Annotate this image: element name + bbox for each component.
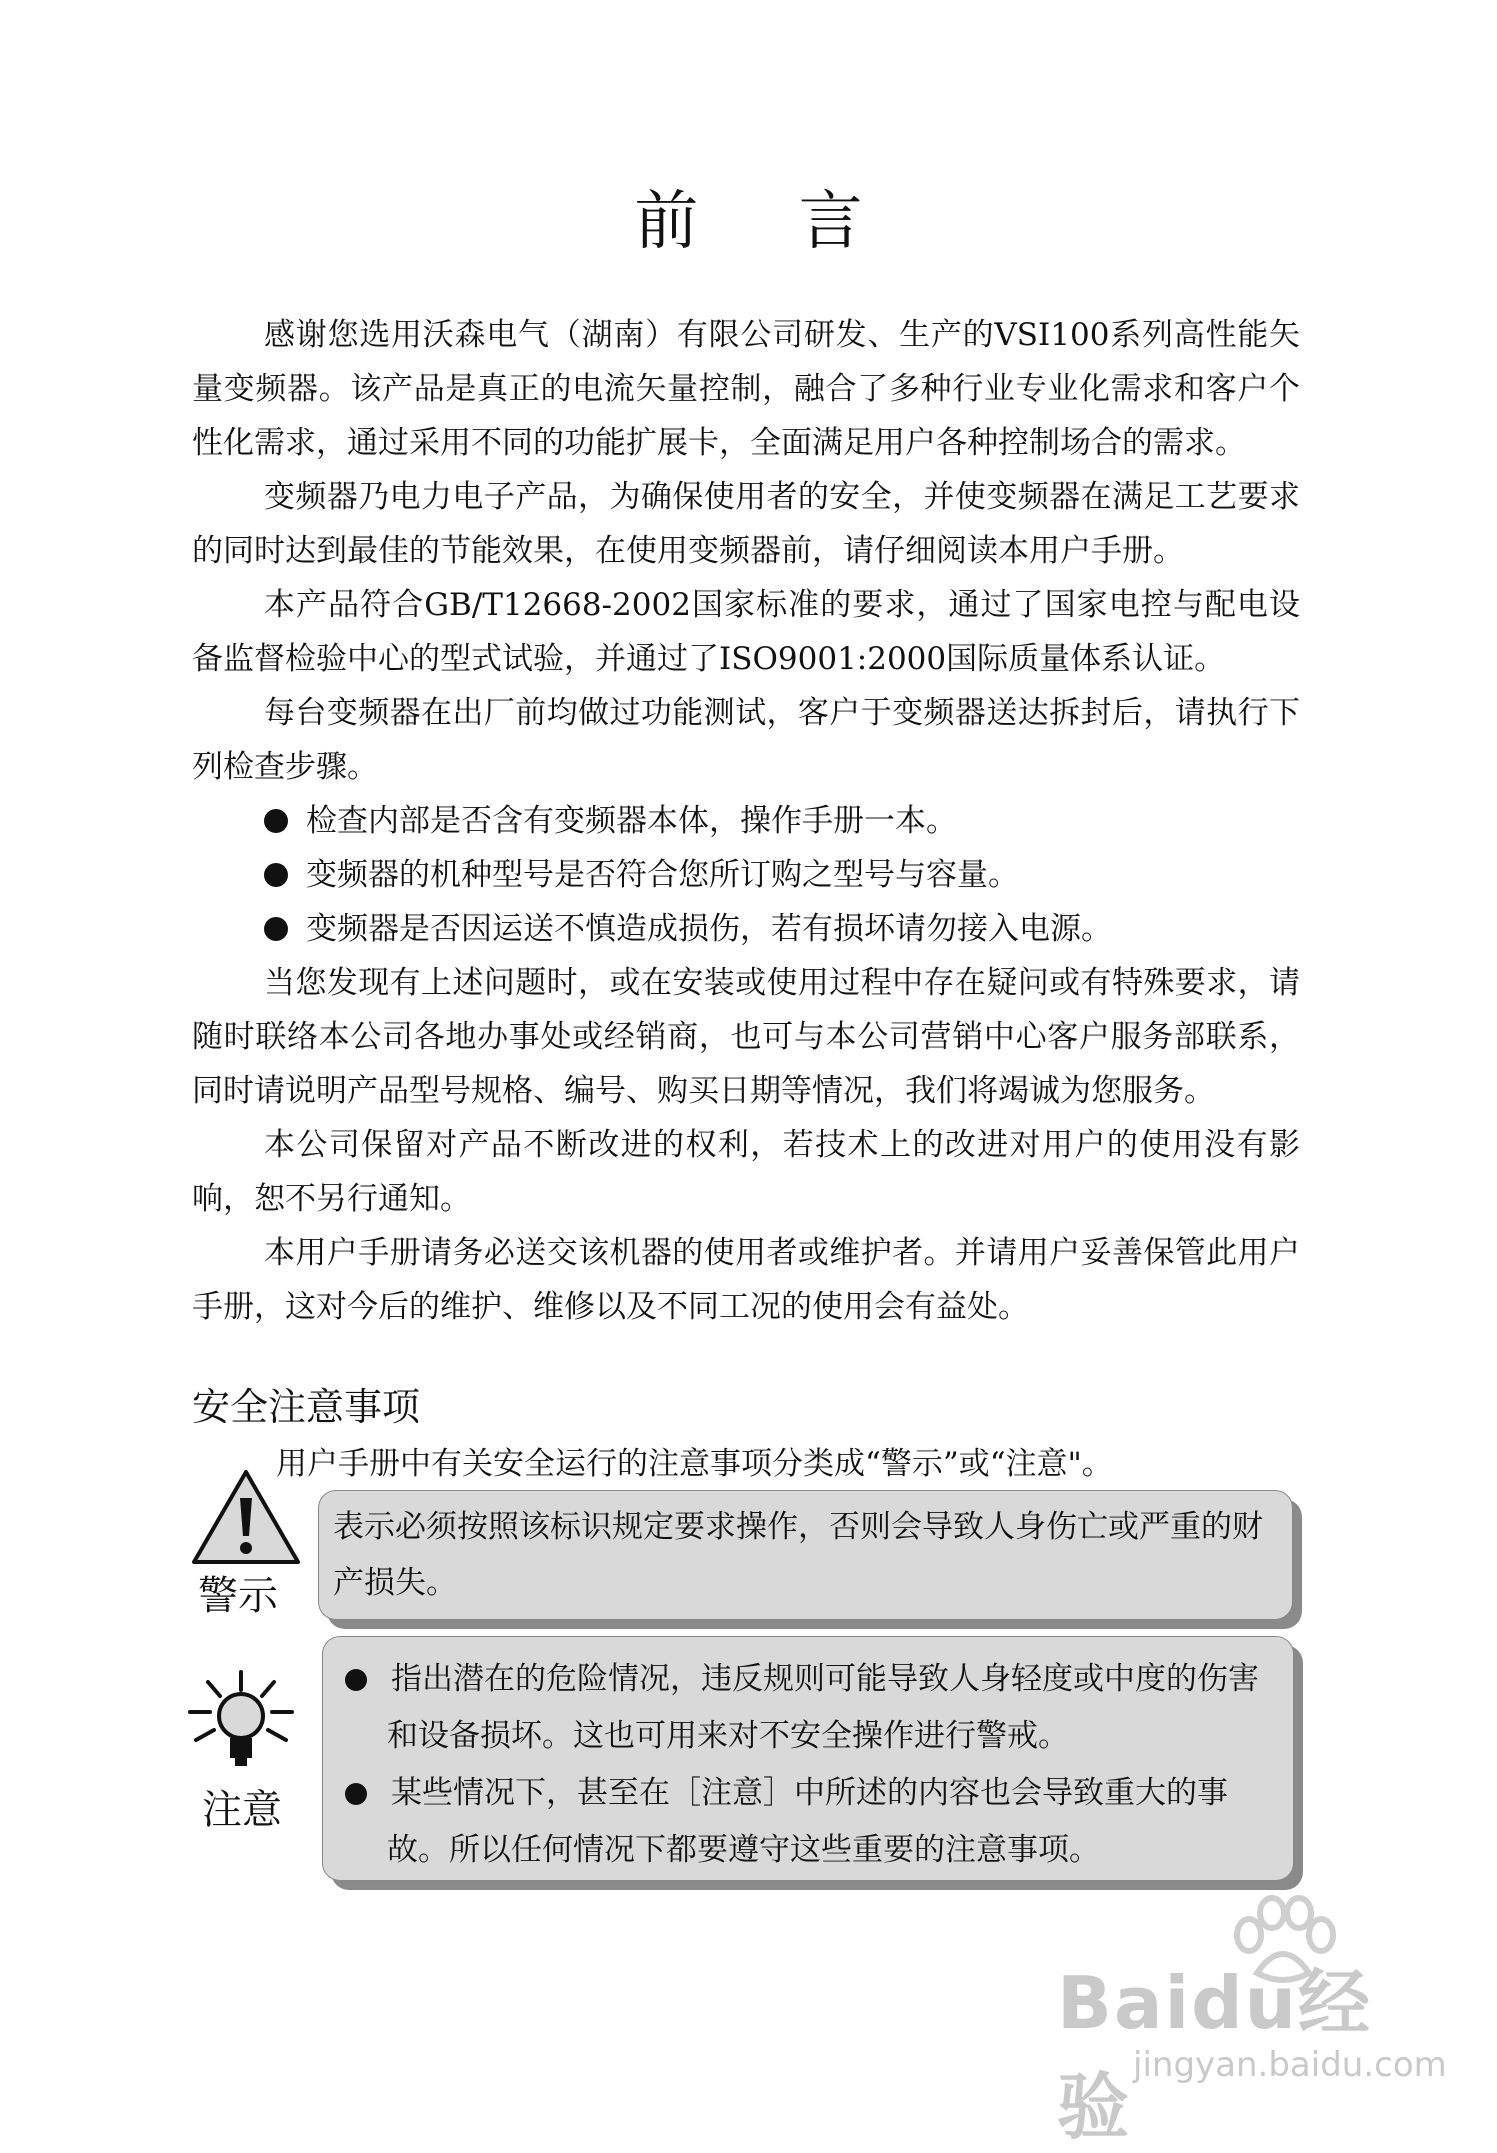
list-item-text: 检查内部是否含有变频器本体，操作手册一本。 bbox=[306, 803, 957, 839]
caution-label: 注意 bbox=[202, 1787, 282, 1833]
caution-item bbox=[337, 1765, 1279, 1879]
list-item-text: 变频器的机种型号是否符合您所订购之型号与容量。 bbox=[306, 857, 1019, 893]
warning-label: 警示 bbox=[198, 1573, 278, 1619]
warning-text: 表示必须按照该标识规定要求操作，否则会导致人身伤亡或严重的财产损失。 bbox=[333, 1509, 1263, 1601]
body-text bbox=[192, 308, 1300, 1334]
list-item-text: 变频器是否因运送不慎造成损伤，若有损坏请勿接入电源。 bbox=[306, 911, 1112, 947]
light-bulb-icon bbox=[186, 1668, 296, 1778]
bullet-icon bbox=[264, 809, 288, 833]
paragraph: 变频器乃电力电子产品，为确保使用者的安全，并使变频器在满足工艺要求的同时达到最佳的节能效果，在使用变频器前，请仔细阅读本用户手册。 bbox=[192, 479, 1300, 569]
baidu-watermark bbox=[1037, 1895, 1447, 2149]
safety-heading: 安全注意事项 bbox=[192, 1385, 421, 1429]
page-title: 前 言 bbox=[634, 185, 903, 259]
warning-triangle-icon bbox=[190, 1468, 302, 1568]
watermark-logo: Baidu经验 bbox=[1057, 1961, 1372, 2149]
bullet-icon bbox=[264, 917, 288, 941]
list-item bbox=[192, 794, 1300, 848]
paragraph: 本公司保留对产品不断改进的权利，若技术上的改进对用户的使用没有影响，恕不另行通知。 bbox=[192, 1127, 1300, 1217]
paragraph: 感谢您选用沃森电气（湖南）有限公司研发、生产的VSI100系列高性能矢量变频器。该产品是真正的电流矢量控制，融合了多种行业专业化需求和客户个性化需求，通过采用不同的功能扩展卡，全面满足用户各种控制场合的需求。 bbox=[192, 317, 1300, 461]
list-item bbox=[192, 848, 1300, 902]
caution-item bbox=[337, 1651, 1279, 1765]
paragraph: 本用户手册请务必送交该机器的使用者或维护者。并请用户妥善保管此用户手册，这对今后的维护、维修以及不同工况的使用会有益处。 bbox=[192, 1235, 1300, 1325]
caution-item-text: 某些情况下，甚至在［注意］中所述的内容也会导致重大的事故。所以任何情况下都要遵守这些重要的注意事项。 bbox=[387, 1775, 1228, 1868]
bullet-icon bbox=[345, 1783, 367, 1805]
caution-item-text: 指出潜在的危险情况，违反规则可能导致人身轻度或中度的伤害和设备损坏。这也可用来对不安全操作进行警戒。 bbox=[387, 1661, 1259, 1754]
paragraph: 当您发现有上述问题时，或在安装或使用过程中存在疑问或有特殊要求，请随时联络本公司各地办事处或经销商，也可与本公司营销中心客户服务部联系，同时请说明产品型号规格、编号、购买日期等情况，我们将竭诚为您服务。 bbox=[192, 965, 1300, 1109]
bullet-icon bbox=[264, 863, 288, 887]
list-item bbox=[192, 902, 1300, 956]
checklist bbox=[192, 794, 1300, 956]
watermark-url: jingyan.baidu.com bbox=[1133, 2045, 1447, 2085]
bullet-icon bbox=[345, 1669, 367, 1691]
safety-intro: 用户手册中有关安全运行的注意事项分类成“警示”或“注意"。 bbox=[276, 1446, 1113, 1482]
warning-box bbox=[318, 1490, 1293, 1620]
caution-box bbox=[322, 1636, 1294, 1881]
paragraph: 每台变频器在出厂前均做过功能测试，客户于变频器送达拆封后，请执行下列检查步骤。 bbox=[192, 695, 1300, 785]
paragraph: 本产品符合GB/T12668-2002国家标准的要求，通过了国家电控与配电设备监督检验中心的型式试验，并通过了ISO9001:2000国际质量体系认证。 bbox=[192, 587, 1300, 677]
